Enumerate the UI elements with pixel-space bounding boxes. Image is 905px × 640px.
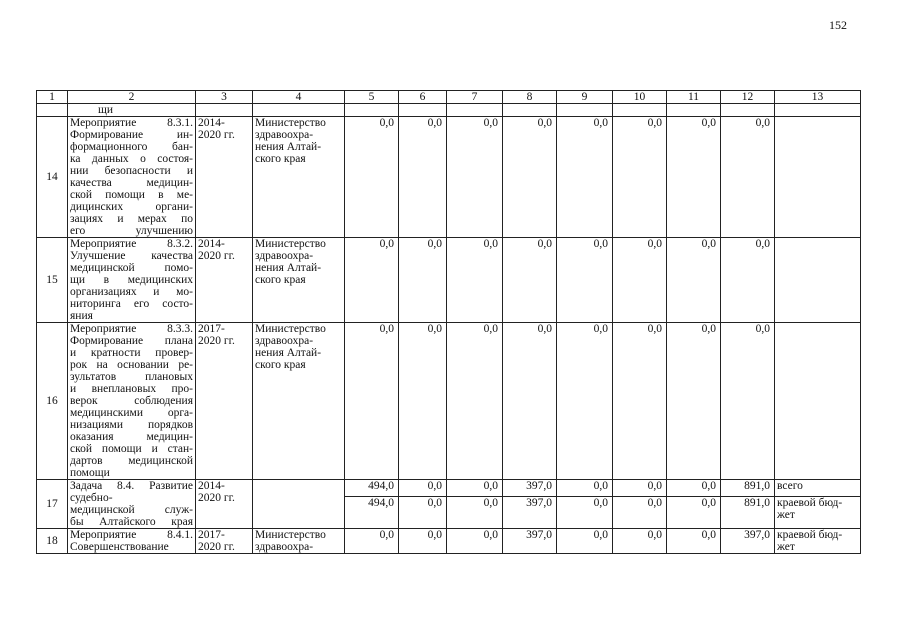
value-cell: 0,0 xyxy=(613,529,667,554)
column-number-header xyxy=(37,91,861,104)
continuation-name-cell: щи xyxy=(68,104,196,117)
value-cell: 891,0 xyxy=(721,496,775,528)
text-line: Мероприятие 8.3.1. xyxy=(70,117,193,129)
text-line: 2014- xyxy=(198,117,225,129)
value-cell: 0,0 xyxy=(447,238,503,323)
text-line: Министерство xyxy=(255,238,326,250)
measure-name-cell xyxy=(68,117,196,238)
text-line: нения Алтай- xyxy=(255,262,322,274)
column-number-cell: 10 xyxy=(613,91,667,104)
funding-source-cell xyxy=(775,323,861,480)
text-line: низациями порядков xyxy=(70,419,193,431)
text-line: ниторинга его состо- xyxy=(70,298,193,310)
value-cell: 0,0 xyxy=(557,323,613,480)
funding-source-cell xyxy=(775,238,861,323)
text-line: ского края xyxy=(255,153,306,165)
value-cell: 397,0 xyxy=(503,496,557,528)
text-line: 2020 гг. xyxy=(198,335,235,347)
value-cell: 0,0 xyxy=(447,117,503,238)
value-cell: 0,0 xyxy=(667,323,721,480)
empty-cell xyxy=(721,104,775,117)
text-line: зультатов плановых xyxy=(70,371,193,383)
text-line: Формирование ин- xyxy=(70,129,193,141)
text-line: его улучшению xyxy=(70,225,193,237)
page-number: 152 xyxy=(829,18,847,32)
value-cell: 0,0 xyxy=(667,480,721,497)
text-line: жет xyxy=(777,508,795,521)
executor-cell xyxy=(253,480,345,529)
value-cell: 0,0 xyxy=(399,323,447,480)
value-cell: 0,0 xyxy=(557,238,613,323)
column-number-cell: 8 xyxy=(503,91,557,104)
column-number-cell: 13 xyxy=(775,91,861,104)
text-line: всего xyxy=(777,480,803,492)
text-line: нии безопасности и xyxy=(70,165,193,177)
text-line: Задача 8.4. Развитие xyxy=(70,480,193,492)
text-line: ка данных о состоя- xyxy=(70,153,193,165)
value-cell: 0,0 xyxy=(399,529,447,554)
text-line: 2020 гг. xyxy=(198,541,235,553)
executor-cell xyxy=(253,323,345,480)
continuation-row xyxy=(37,104,861,117)
text-line: 2014- xyxy=(198,480,225,492)
column-number-cell: 12 xyxy=(721,91,775,104)
row-number-cell: 18 xyxy=(37,529,68,554)
text-line: 2020 гг. xyxy=(198,492,235,504)
text-line: дицинских органи- xyxy=(70,201,193,213)
column-number-cell: 5 xyxy=(345,91,399,104)
period-cell xyxy=(196,238,253,323)
value-cell: 0,0 xyxy=(667,117,721,238)
value-cell: 0,0 xyxy=(345,529,399,554)
text-line: 2017- xyxy=(198,323,225,335)
empty-cell xyxy=(399,104,447,117)
table-row xyxy=(37,238,861,323)
empty-cell xyxy=(196,104,253,117)
column-number-cell: 7 xyxy=(447,91,503,104)
text-line: организациях и мо- xyxy=(70,286,193,298)
empty-cell xyxy=(37,104,68,117)
value-cell: 0,0 xyxy=(557,117,613,238)
text-line: 2017- xyxy=(198,529,225,541)
value-cell: 0,0 xyxy=(447,529,503,554)
empty-cell xyxy=(503,104,557,117)
row-number-cell: 17 xyxy=(37,480,68,529)
column-number-cell: 4 xyxy=(253,91,345,104)
value-cell: 0,0 xyxy=(613,117,667,238)
column-number-cell: 11 xyxy=(667,91,721,104)
column-number-cell: 6 xyxy=(399,91,447,104)
text-line: Мероприятие 8.3.2. xyxy=(70,238,193,250)
value-cell: 0,0 xyxy=(613,496,667,528)
column-number-cell: 1 xyxy=(37,91,68,104)
text-line: качества медицин- xyxy=(70,177,193,189)
column-number-cell: 2 xyxy=(68,91,196,104)
empty-cell xyxy=(667,104,721,117)
text-line: 2014- xyxy=(198,238,225,250)
text-line: дартов медицинской xyxy=(70,455,193,467)
measure-name-cell xyxy=(68,323,196,480)
text-line: ской помощи в ме- xyxy=(70,189,193,201)
value-cell: 0,0 xyxy=(721,117,775,238)
row-number-cell: 15 xyxy=(37,238,68,323)
text-line: Формирование плана xyxy=(70,335,193,347)
funding-source-cell xyxy=(775,480,861,497)
measure-name-cell xyxy=(68,529,196,554)
value-cell: 397,0 xyxy=(721,529,775,554)
empty-cell xyxy=(775,104,861,117)
text-line: и кратности провер- xyxy=(70,347,193,359)
value-cell: 0,0 xyxy=(613,238,667,323)
text-line: судебно- xyxy=(70,492,113,504)
executor-cell xyxy=(253,117,345,238)
value-cell: 0,0 xyxy=(399,496,447,528)
table-row xyxy=(37,117,861,238)
empty-cell xyxy=(557,104,613,117)
value-cell: 0,0 xyxy=(399,117,447,238)
empty-cell xyxy=(613,104,667,117)
value-cell: 0,0 xyxy=(345,238,399,323)
funding-source-cell xyxy=(775,496,861,528)
period-cell xyxy=(196,529,253,554)
value-cell: 494,0 xyxy=(345,496,399,528)
value-cell: 0,0 xyxy=(503,117,557,238)
text-line: ского края xyxy=(255,274,306,286)
text-line: Министерство xyxy=(255,117,326,129)
value-cell: 0,0 xyxy=(557,529,613,554)
text-line: нения Алтай- xyxy=(255,141,322,153)
row-number-cell: 16 xyxy=(37,323,68,480)
value-cell: 0,0 xyxy=(667,496,721,528)
text-line: и внеплановых про- xyxy=(70,383,193,395)
text-line: медицинскими орга- xyxy=(70,407,193,419)
text-line: жет xyxy=(777,541,795,553)
value-cell: 0,0 xyxy=(447,323,503,480)
value-cell: 397,0 xyxy=(503,480,557,497)
text-line: нения Алтай- xyxy=(255,347,322,359)
table-row xyxy=(37,529,861,554)
text-line: медицинской служ- xyxy=(70,504,193,516)
value-cell: 0,0 xyxy=(721,323,775,480)
measure-name-cell xyxy=(68,480,196,529)
text-line: Мероприятие 8.3.3. xyxy=(70,323,193,335)
text-line: верок соблюдения xyxy=(70,395,193,407)
period-cell xyxy=(196,117,253,238)
program-table xyxy=(36,90,861,554)
funding-source-cell xyxy=(775,117,861,238)
text-line: рок на основании ре- xyxy=(70,359,193,371)
value-cell: 0,0 xyxy=(447,480,503,497)
text-line: зациях и мерах по xyxy=(70,213,193,225)
column-number-cell: 3 xyxy=(196,91,253,104)
text-line: 2020 гг. xyxy=(198,250,235,262)
funding-source-cell xyxy=(775,529,861,554)
text-line: здравоохра- xyxy=(255,541,314,553)
text-line: здравоохра- xyxy=(255,250,314,262)
text-line: ской помощи и стан- xyxy=(70,443,193,455)
value-cell: 0,0 xyxy=(613,480,667,497)
text-line: формационного бан- xyxy=(70,141,193,153)
text-line: щи в медицинских xyxy=(70,274,193,286)
text-line: ского края xyxy=(255,359,306,371)
executor-cell xyxy=(253,238,345,323)
value-cell: 0,0 xyxy=(345,323,399,480)
text-line: Министерство xyxy=(255,323,326,335)
text-line: яния xyxy=(70,310,93,322)
value-cell: 397,0 xyxy=(503,529,557,554)
row-number-cell: 14 xyxy=(37,117,68,238)
value-cell: 891,0 xyxy=(721,480,775,497)
empty-cell xyxy=(447,104,503,117)
text-line: Совершенствование xyxy=(70,541,169,553)
text-line: медицинской помо- xyxy=(70,262,193,274)
text-line: краевой бюд- xyxy=(777,529,843,541)
text-line: краевой бюд- xyxy=(777,496,843,509)
text-line: Улучшение качества xyxy=(70,250,193,262)
executor-cell xyxy=(253,529,345,554)
text-line: Министерство xyxy=(255,529,326,541)
value-cell: 0,0 xyxy=(345,117,399,238)
empty-cell xyxy=(345,104,399,117)
value-cell: 0,0 xyxy=(613,323,667,480)
value-cell: 0,0 xyxy=(557,496,613,528)
empty-cell xyxy=(253,104,345,117)
period-cell xyxy=(196,480,253,529)
text-line: бы Алтайского края xyxy=(70,516,193,528)
value-cell: 0,0 xyxy=(557,480,613,497)
value-cell: 0,0 xyxy=(721,238,775,323)
value-cell: 0,0 xyxy=(503,238,557,323)
table-row xyxy=(37,480,861,497)
text-line: 2020 гг. xyxy=(198,129,235,141)
column-number-cell: 9 xyxy=(557,91,613,104)
text-line: Мероприятие 8.4.1. xyxy=(70,529,193,541)
period-cell xyxy=(196,323,253,480)
measure-name-cell xyxy=(68,238,196,323)
table-row xyxy=(37,323,861,480)
value-cell: 0,0 xyxy=(399,480,447,497)
text-line: оказания медицин- xyxy=(70,431,193,443)
value-cell: 0,0 xyxy=(399,238,447,323)
text-line: помощи xyxy=(70,467,110,479)
text-line: здравоохра- xyxy=(255,129,314,141)
value-cell: 494,0 xyxy=(345,480,399,497)
value-cell: 0,0 xyxy=(667,529,721,554)
value-cell: 0,0 xyxy=(447,496,503,528)
text-line: здравоохра- xyxy=(255,335,314,347)
value-cell: 0,0 xyxy=(503,323,557,480)
value-cell: 0,0 xyxy=(667,238,721,323)
